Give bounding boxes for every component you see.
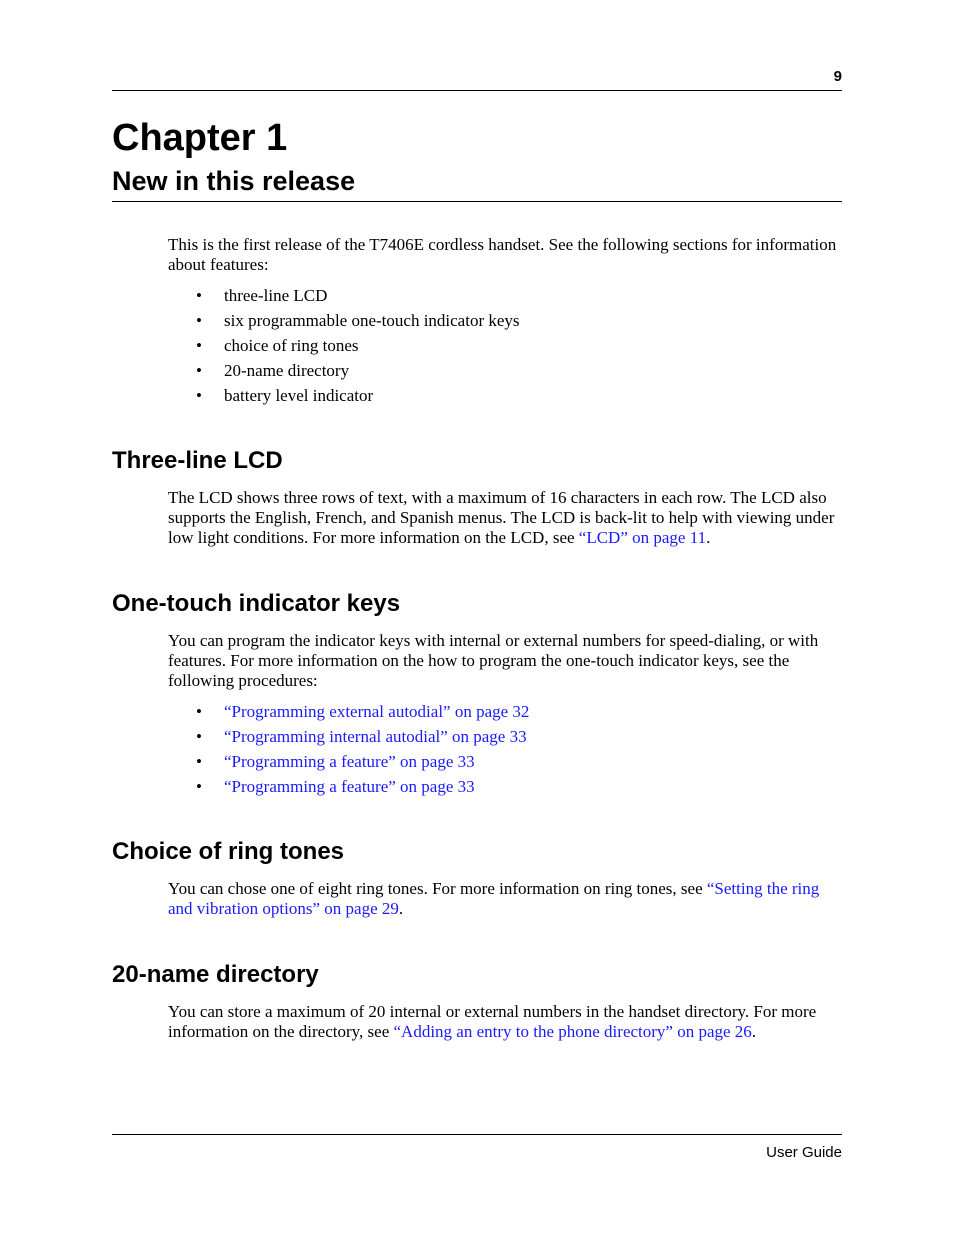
list-item: • 20-name directory — [168, 358, 844, 383]
procedure-link-list — [168, 699, 844, 799]
section-heading-keys: One-touch indicator keys — [112, 590, 401, 617]
list-item — [168, 774, 844, 799]
procedure-link[interactable]: “Programming internal autodial” on page 33 — [224, 727, 527, 746]
lcd-paragraph-text: The LCD shows three rows of text, with a maximum of 16 characters in each row. The LCD also supports the English, French, and Spanish menus. The LCD is back-lit to help with viewing under low light conditions. For more information on the LCD, see — [168, 488, 835, 547]
punctuation: . — [398, 899, 404, 918]
list-item: • choice of ring tones — [168, 333, 844, 358]
chapter-label: Chapter 1 — [112, 117, 288, 159]
list-item: • six programmable one-touch indicator keys — [168, 308, 844, 333]
list-item: • three-line LCD — [168, 283, 844, 308]
directory-paragraph — [168, 1002, 844, 1042]
punctuation: . — [751, 1022, 757, 1041]
footer-text: User Guide — [766, 1144, 842, 1161]
section-heading-directory: 20-name directory — [112, 961, 319, 988]
header-rule — [112, 90, 842, 91]
list-item: • battery level indicator — [168, 383, 844, 408]
footer-rule — [112, 1134, 842, 1135]
page-number: 9 — [833, 68, 842, 85]
ring-link[interactable]: “Setting the ring and vibration options” on page 29 — [168, 879, 820, 918]
procedure-link[interactable]: “Programming a feature” on page 33 — [224, 752, 475, 771]
ring-paragraph-text: You can chose one of eight ring tones. For more information on ring tones, see — [168, 879, 707, 898]
chapter-title: New in this release — [112, 166, 356, 196]
directory-link[interactable]: “Adding an entry to the phone directory” on page 26 — [393, 1022, 752, 1041]
procedure-link[interactable]: “Programming external autodial” on page 32 — [224, 702, 530, 721]
ring-paragraph — [168, 879, 844, 919]
keys-paragraph: You can program the indicator keys with internal or external numbers for speed-dialing, or with features. For more information on the how to program the one-touch indicator keys, see the following procedures: — [168, 631, 819, 690]
list-item — [168, 699, 844, 724]
section-heading-ring: Choice of ring tones — [112, 838, 345, 865]
chapter-title-rule — [112, 201, 842, 202]
list-item — [168, 724, 844, 749]
intro-paragraph: This is the first release of the T7406E cordless handset. See the following sections for information about features: — [168, 235, 837, 274]
section-heading-lcd: Three-line LCD — [112, 447, 283, 474]
list-item — [168, 749, 844, 774]
directory-paragraph-text: You can store a maximum of 20 internal or external numbers in the handset directory. For more information on the directory, see — [168, 1002, 817, 1041]
punctuation: . — [706, 528, 711, 547]
lcd-paragraph — [168, 488, 844, 548]
feature-list — [168, 283, 844, 408]
procedure-link[interactable]: “Programming a feature” on page 33 — [224, 777, 475, 796]
lcd-link[interactable]: “LCD” on page 11 — [578, 528, 707, 547]
